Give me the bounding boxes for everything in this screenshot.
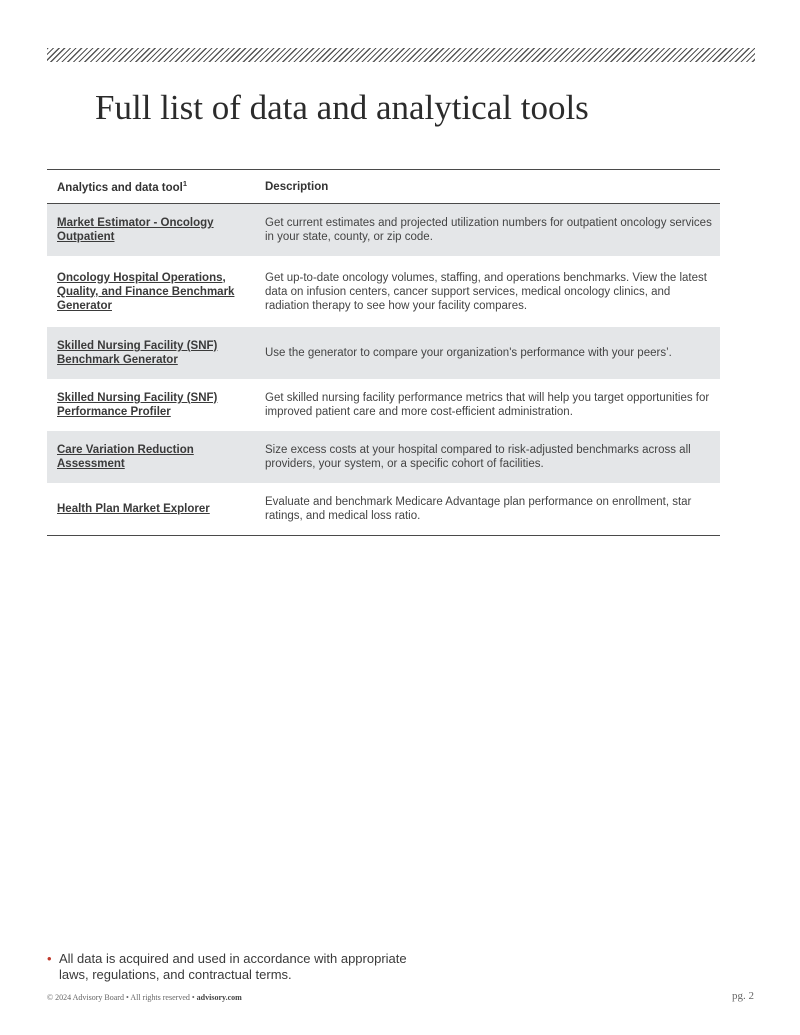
- tool-link[interactable]: Market Estimator - Oncology Outpatient: [57, 217, 214, 243]
- tool-cell: [47, 443, 265, 471]
- page-title: Full list of data and analytical tools: [95, 88, 589, 127]
- copyright-notice: [47, 993, 242, 1002]
- tool-link[interactable]: Oncology Hospital Operations, Quality, and Finance Benchmark Generator: [57, 271, 235, 312]
- header-footnote-marker: 1: [182, 179, 188, 189]
- bullet-icon: •: [47, 951, 52, 966]
- tool-cell: [47, 271, 265, 313]
- table-row: [47, 256, 720, 327]
- tool-link[interactable]: Health Plan Market Explorer: [57, 503, 210, 515]
- table-row: [47, 431, 720, 483]
- header-tool: [47, 179, 265, 194]
- description-cell: Evaluate and benchmark Medicare Advantage plan performance on enrollment, star ratings, and medical loss ratio.: [265, 496, 692, 522]
- copyright-text: © 2024 Advisory Board • All rights reserved •: [47, 993, 197, 1002]
- header-description: Description: [265, 180, 329, 193]
- tool-link[interactable]: Skilled Nursing Facility (SNF) Performance Profiler: [57, 392, 218, 418]
- decorative-hatch-bar: [47, 48, 755, 62]
- tools-table: [47, 169, 720, 536]
- description-cell: Size excess costs at your hospital compared to risk-adjusted benchmarks across all providers, your system, or a specific cohort of facilities.: [265, 444, 691, 470]
- footnote-text: All data is acquired and used in accordance with appropriate laws, regulations, and contractual terms.: [59, 951, 407, 982]
- page-number: pg. 2: [732, 990, 754, 1002]
- tool-link[interactable]: Skilled Nursing Facility (SNF) Benchmark Generator: [57, 340, 218, 366]
- table-row: [47, 379, 720, 431]
- tool-cell: [47, 339, 265, 367]
- footnote: [47, 951, 407, 983]
- table-row: [47, 327, 720, 379]
- table-header: [47, 170, 720, 204]
- tool-cell: [47, 216, 265, 244]
- description-cell: Get current estimates and projected utilization numbers for outpatient oncology services in your state, county, or zip code.: [265, 217, 712, 243]
- description-cell: Get up-to-date oncology volumes, staffing, and operations benchmarks. View the latest data on infusion centers, cancer support services, medical oncology clinics, and radiation therapy to see how your facility compares.: [265, 271, 707, 312]
- tool-link[interactable]: Care Variation Reduction Assessment: [57, 444, 194, 470]
- site-link[interactable]: advisory.com: [196, 993, 242, 1002]
- description-cell: Get skilled nursing facility performance metrics that will help you target opportunities for improved patient care and more cost-efficient administration.: [265, 392, 710, 418]
- table-row: [47, 204, 720, 256]
- header-tool-label: Analytics and data tool: [57, 181, 183, 194]
- tool-cell: [47, 391, 265, 419]
- description-cell: Use the generator to compare your organization's performance with your peers’.: [265, 347, 672, 359]
- tool-cell: [47, 502, 265, 516]
- table-row: [47, 483, 720, 535]
